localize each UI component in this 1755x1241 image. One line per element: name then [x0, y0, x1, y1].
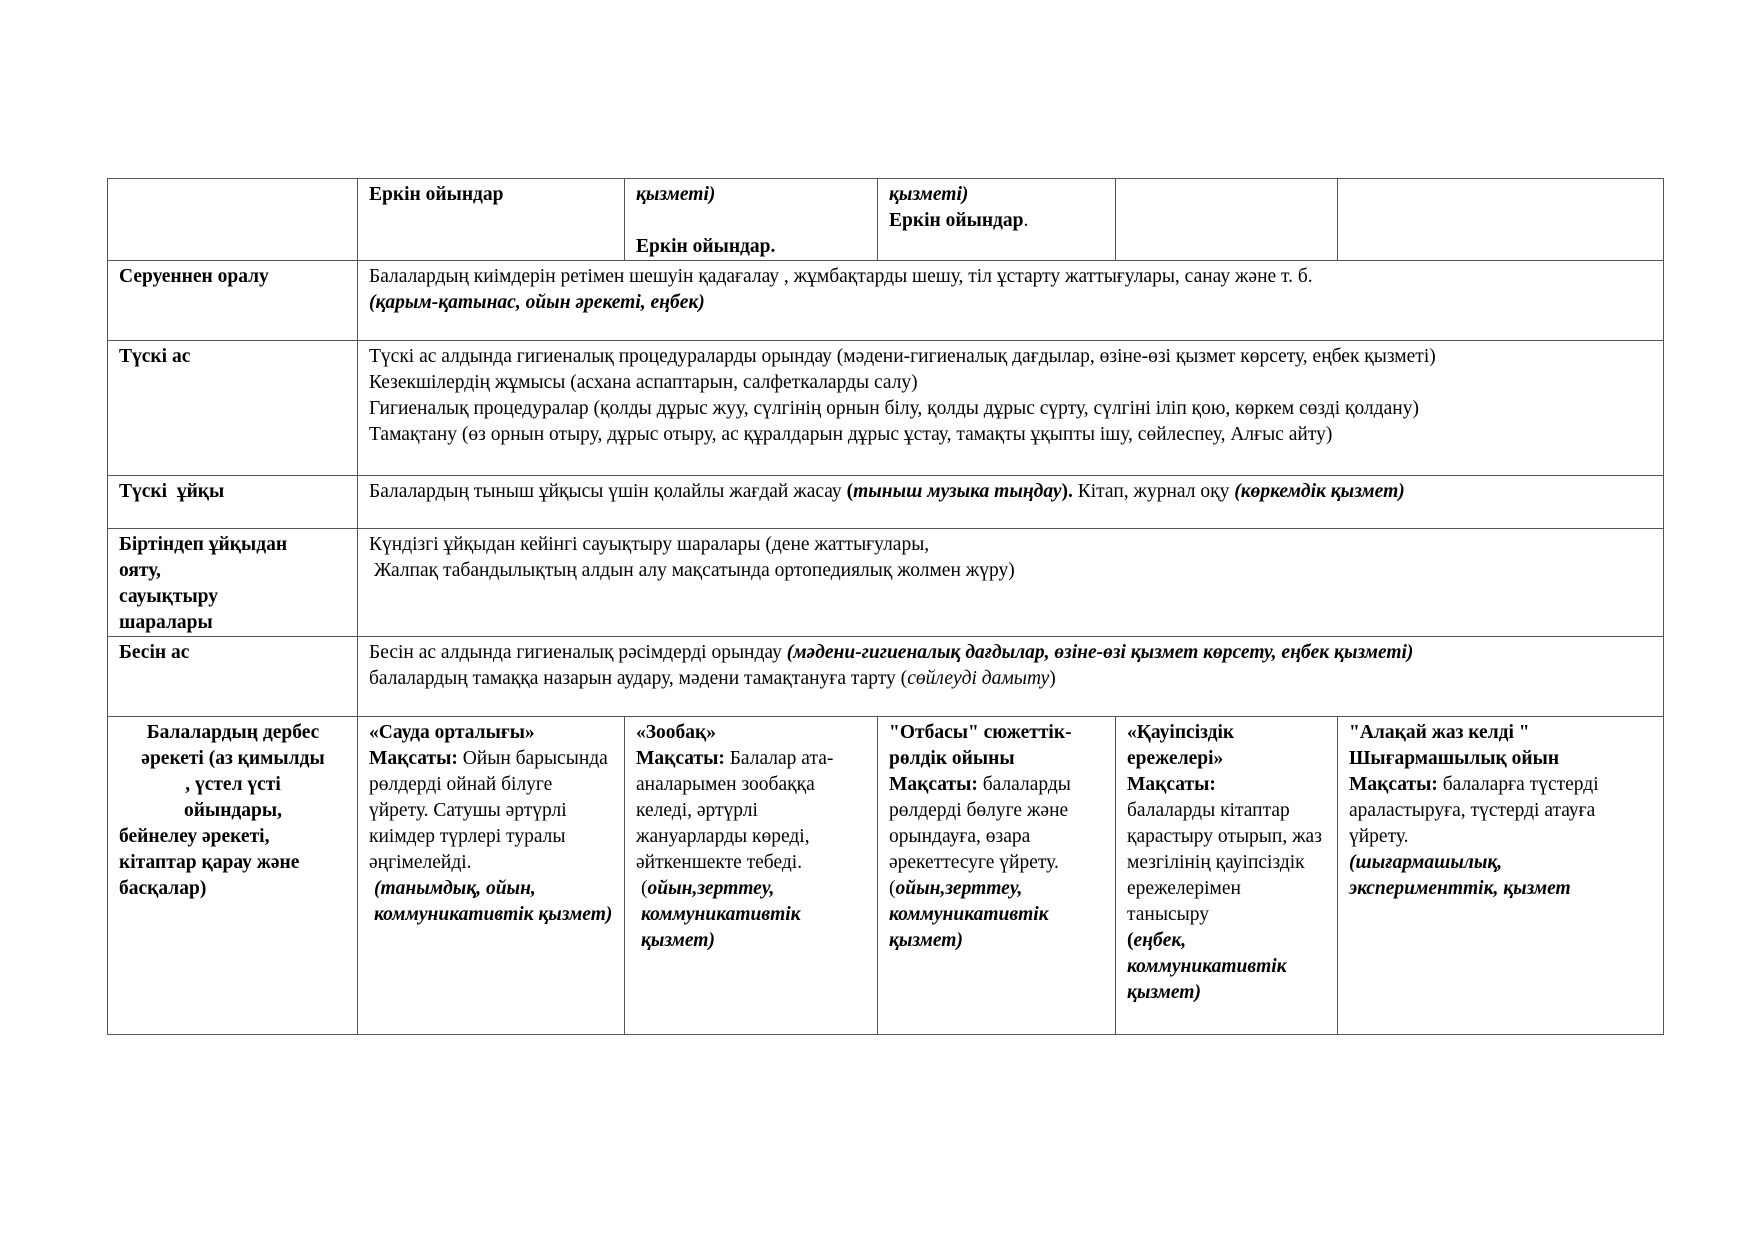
row-label: Серуеннен оралу: [108, 261, 358, 341]
cell-empty-6: [1338, 179, 1664, 261]
row-content: Бесін ас алдында гигиеналық рәсімдерді орындау (мәдени-гигиеналық дағдылар, өзіне-өзі қызмет көрсету, еңбек қызметі) балалардың тамаққа назарын аудару, мәдени тамақтануға тарту (сөйлеуді дамыту): [358, 637, 1664, 717]
row-content: Күндізгі ұйқыдан кейінгі сауықтыру шаралары (дене жаттығулары, Жалпақ табандылықтың алдын алу мақсатында ортопедиялық жолмен жүру): [358, 529, 1664, 637]
row-content: Түскі ас алдында гигиеналық процедураларды орындау (мәдени-гигиеналық дағдылар, өзіне-өзі қызмет көрсету, еңбек қызметі) Кезекшілердің жұмысы (асхана аспаптарын, салфеткаларды салу) Гигиеналық процедуралар (қолды дұрыс жуу, сүлгінің орнын білу, қолды дұрыс сүрту, сүлгіні іліп қою, көркем сөзді қолдану) Тамақтану (өз орнын отыру, дұрыс отыру, ас құралдарын дұрыс ұстау, тамақты ұқыпты ішу, сөйлеспеу, Алғыс айту): [358, 341, 1664, 476]
row-label: Бесін ас: [108, 637, 358, 717]
row-label: Балалардың дербес әрекеті (аз қимылды , үстел үсті ойындары, бейнелеу әрекеті, кітаптар қарау және басқалар): [108, 717, 358, 1035]
table-row-lunch: [108, 341, 1664, 476]
activity-zoo: «Зообақ» Мақсаты: Балалар ата-аналарымен зообаққа келеді, әртүрлі жануарларды көреді, әйткеншекте тебеді. (ойын,зерттеу, коммуникативтік қызмет): [625, 717, 878, 1035]
cell-free-games-3: қызметі) Еркін ойындар.: [878, 179, 1116, 261]
cell-free-games-2: қызметі) Еркін ойындар.: [625, 179, 878, 261]
table-row-nap: [108, 476, 1664, 529]
table-row-independent-activity: [108, 717, 1664, 1035]
cell-free-games-1: Еркін ойындар: [358, 179, 625, 261]
table-row-snack: [108, 637, 1664, 717]
row-label: Түскі ұйқы: [108, 476, 358, 529]
row-content: Балалардың киімдерін ретімен шешуін қадағалау , жұмбақтарды шешу, тіл ұстарту жаттығулары, санау және т. б. (қарым-қатынас, ойын әрекеті, еңбек): [358, 261, 1664, 341]
row-content: Балалардың тыныш ұйқысы үшін қолайлы жағдай жасау (тыныш музыка тыңдау). Кітап, журнал оқу (көркемдік қызмет): [358, 476, 1664, 529]
daily-schedule-table: [107, 178, 1664, 1035]
row-label: Түскі ас: [108, 341, 358, 476]
activity-summer-came: "Алақай жаз келді " Шығармашылық ойын Мақсаты: балаларға түстерді араластыруға, түстерді атауға үйрету. (шығармашылық, эксперименттік, қызмет: [1338, 717, 1664, 1035]
row-label-empty: [108, 179, 358, 261]
cell-empty-5: [1116, 179, 1338, 261]
activity-safety-rules: «Қауіпсіздік ережелері» Мақсаты: балаларды кітаптар қарастыру отырып, жаз мезгілінің қауіпсіздік ережелерімен танысыру (еңбек, коммуникативтік қызмет): [1116, 717, 1338, 1035]
table-row-continuation: [108, 179, 1664, 261]
activity-family: "Отбасы" сюжеттік-рөлдік ойыны Мақсаты: балаларды рөлдерді бөлуге және орындауға, өзара әрекеттесуге үйрету. (ойын,зерттеу, коммуникативтік қызмет): [878, 717, 1116, 1035]
activity-shopping-center: «Сауда орталығы» Мақсаты: Ойын барысында рөлдерді ойнай білуге үйрету. Сатушы әртүрлі киімдер түрлері туралы әңгімелейді. (танымдық, ойын, коммуникативтік қызмет): [358, 717, 625, 1035]
row-label: Біртіндеп ұйқыдан ояту, сауықтыру шаралары: [108, 529, 358, 637]
table-row-return-walk: [108, 261, 1664, 341]
table-row-waking: [108, 529, 1664, 637]
